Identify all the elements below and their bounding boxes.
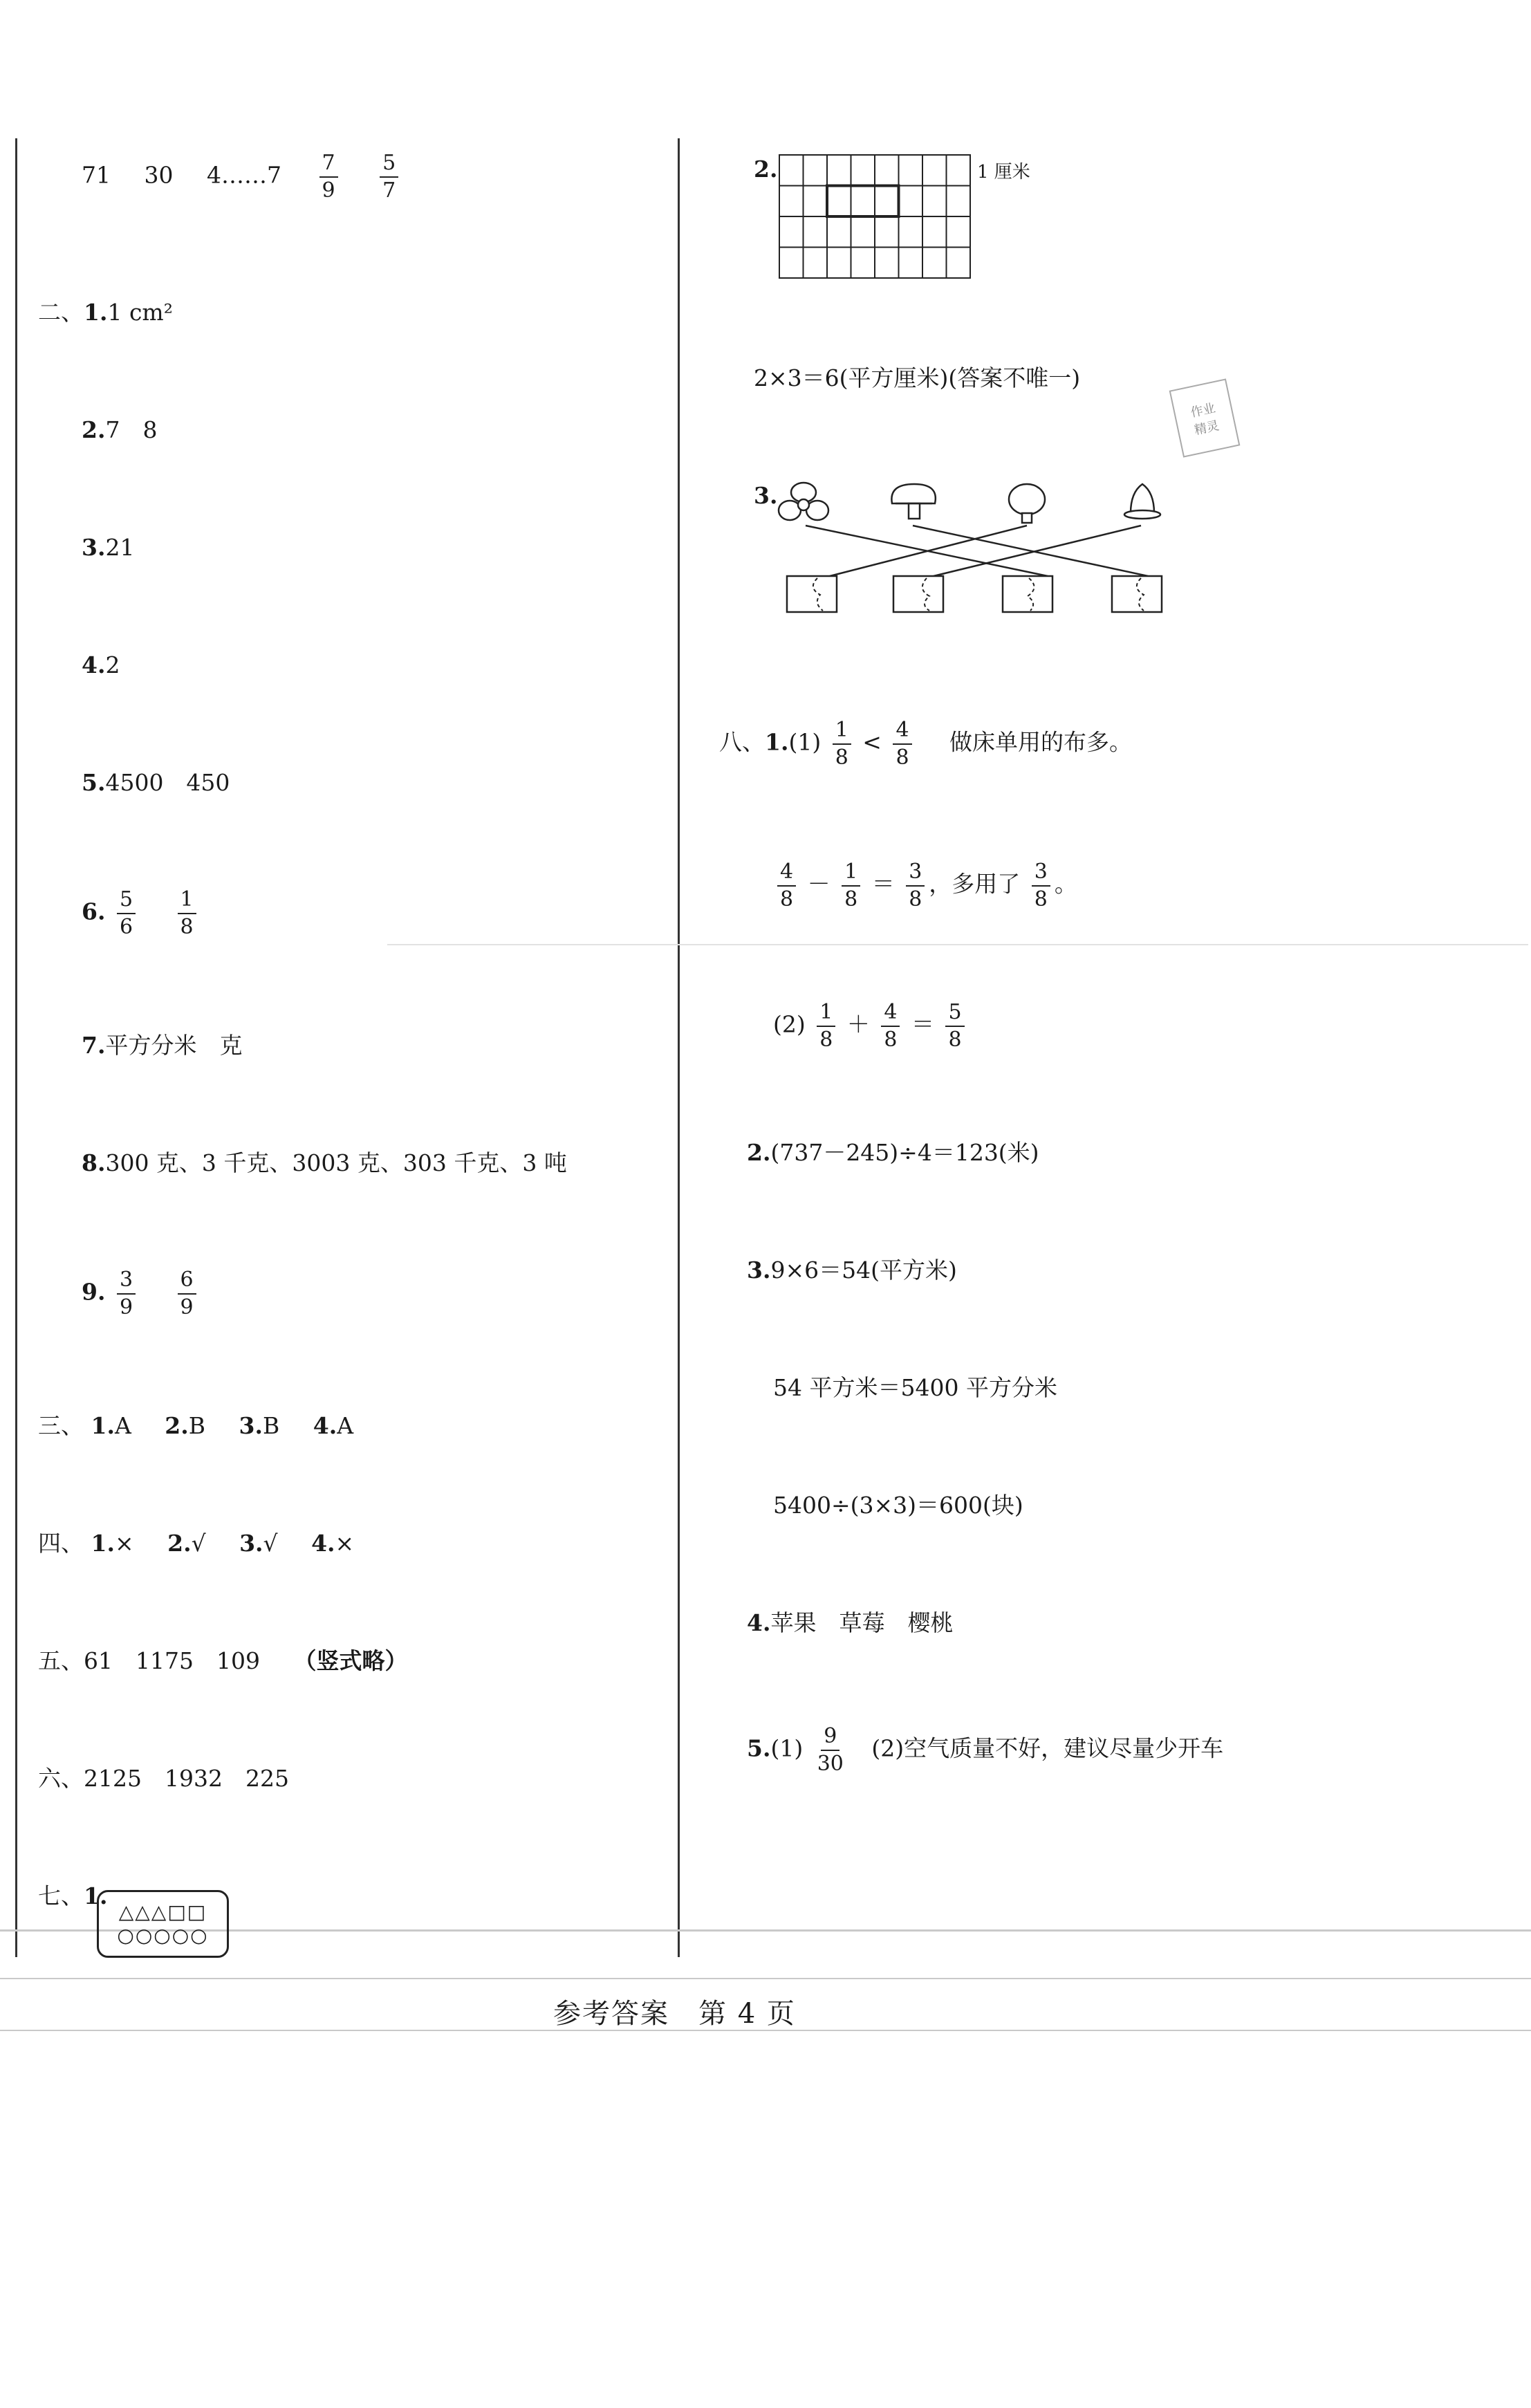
sec2-item-6: 6. $\frac{5}{6}$ $\frac{1}{8}$ [82, 889, 201, 938]
page-footer-title: 参考答案 第 4 页 [553, 1998, 796, 2030]
fraction: $\frac{5}{6}$ [117, 889, 136, 938]
q8-3-line3: 5400÷(3×3)＝600(块) [773, 1492, 1023, 1519]
shapes-row-2: ○○○○○ [117, 1924, 209, 1947]
section-3-answers: 三、 1.A 2.B 3.B 4.A [38, 1412, 354, 1439]
q3-number: 3. [754, 482, 778, 509]
fraction: $\frac{1}{8}$ [842, 861, 860, 910]
matching-diagram [774, 477, 1176, 629]
section-4-answers: 四、 1.× 2.√ 3.√ 4.× [38, 1530, 355, 1557]
q8-2: 2.(737－245)÷4＝123(米) [747, 1139, 1039, 1166]
sec2-item-5: 5.4500 450 [82, 769, 230, 796]
footer-rule-upper [0, 1978, 1531, 1979]
q8-1-part1: 八、1.(1) $\frac{1}{8}$ < $\frac{4}{8}$ 做床单用的布多。 [719, 718, 1133, 770]
q2-answer: 2×3＝6(平方厘米)(答案不唯一) [754, 364, 1081, 391]
q8-5: 5.(1) $\frac{9}{30}$ (2)空气质量不好，建议尽量少开车 [747, 1724, 1224, 1776]
bell-icon [1124, 484, 1160, 519]
sec2-item-3: 3.21 [82, 534, 135, 561]
section-heading: 二、 [38, 299, 84, 326]
grid-diagram [778, 154, 978, 281]
q8-1-part2: (2) $\frac{1}{8}$ ＋ $\frac{4}{8}$ ＝ $\frac{5}{8}$ [773, 1001, 969, 1050]
mushroom-icon [891, 484, 935, 519]
sec2-item-2: 2.7 8 [82, 416, 158, 443]
fraction: $\frac{7}{9}$ [319, 152, 338, 201]
top-answer-line: 71 30 4……7 $\frac{7}{9}$ $\frac{5}{7}$ [82, 152, 402, 201]
left-margin-rule [15, 138, 17, 1957]
fraction: $\frac{3}{9}$ [117, 1269, 136, 1318]
section-5-answers: 五、61 1175 109 （竖式略） [38, 1647, 408, 1674]
fraction: $\frac{1}{8}$ [833, 719, 851, 768]
fraction: $\frac{6}{9}$ [178, 1269, 196, 1318]
shapes-row-1: △△△□□ [118, 1900, 207, 1924]
fraction: $\frac{9}{30}$ [817, 1724, 844, 1776]
section-6-answers: 六、2125 1932 225 [38, 1765, 289, 1792]
fraction: $\frac{5}{8}$ [945, 1001, 964, 1050]
sec2-item-9: 9. $\frac{3}{9}$ $\frac{6}{9}$ [82, 1269, 201, 1318]
q8-4: 4.苹果 草莓 樱桃 [747, 1609, 954, 1636]
fraction: $\frac{1}{8}$ [178, 889, 196, 938]
q8-3: 3.9×6＝54(平方米) [747, 1257, 957, 1284]
sec2-item-1: 二、1.1 cm² [38, 299, 173, 326]
fraction: $\frac{3}{8}$ [1032, 861, 1050, 910]
q8-3-line2: 54 平方米＝5400 平方分米 [773, 1374, 1057, 1401]
propeller-icon [779, 483, 828, 520]
fraction: $\frac{4}{8}$ [777, 861, 796, 910]
sec2-item-4: 4.2 [82, 651, 120, 678]
fraction: $\frac{4}{8}$ [881, 1001, 900, 1050]
column-divider [678, 138, 680, 1957]
q2-number: 2. [754, 156, 778, 183]
stamp-logo: 作业 精灵 [1169, 378, 1241, 457]
q8-1-calc: $\frac{4}{8}$ － $\frac{1}{8}$ ＝ $\frac{3}{8}$ ，多用了 $\frac{3}{8}$ 。 [773, 861, 1077, 910]
mid-scan-line [387, 944, 1528, 945]
sec2-item-7: 7.平方分米 克 [82, 1032, 243, 1059]
section-7-heading: 七、1. [38, 1882, 108, 1909]
sec2-item-8: 8.300 克、3 千克、3003 克、303 千克、3 吨 [82, 1149, 567, 1176]
shapes-box [97, 1890, 229, 1958]
fraction: $\frac{1}{8}$ [817, 1001, 835, 1050]
footer-rule-top [0, 1929, 1531, 1932]
tree-icon [1009, 484, 1045, 523]
fraction: $\frac{4}{8}$ [893, 719, 911, 768]
fraction: $\frac{5}{7}$ [380, 152, 398, 201]
grid-scale-label: 1 厘米 [977, 162, 1030, 183]
fraction: $\frac{3}{8}$ [906, 861, 925, 910]
